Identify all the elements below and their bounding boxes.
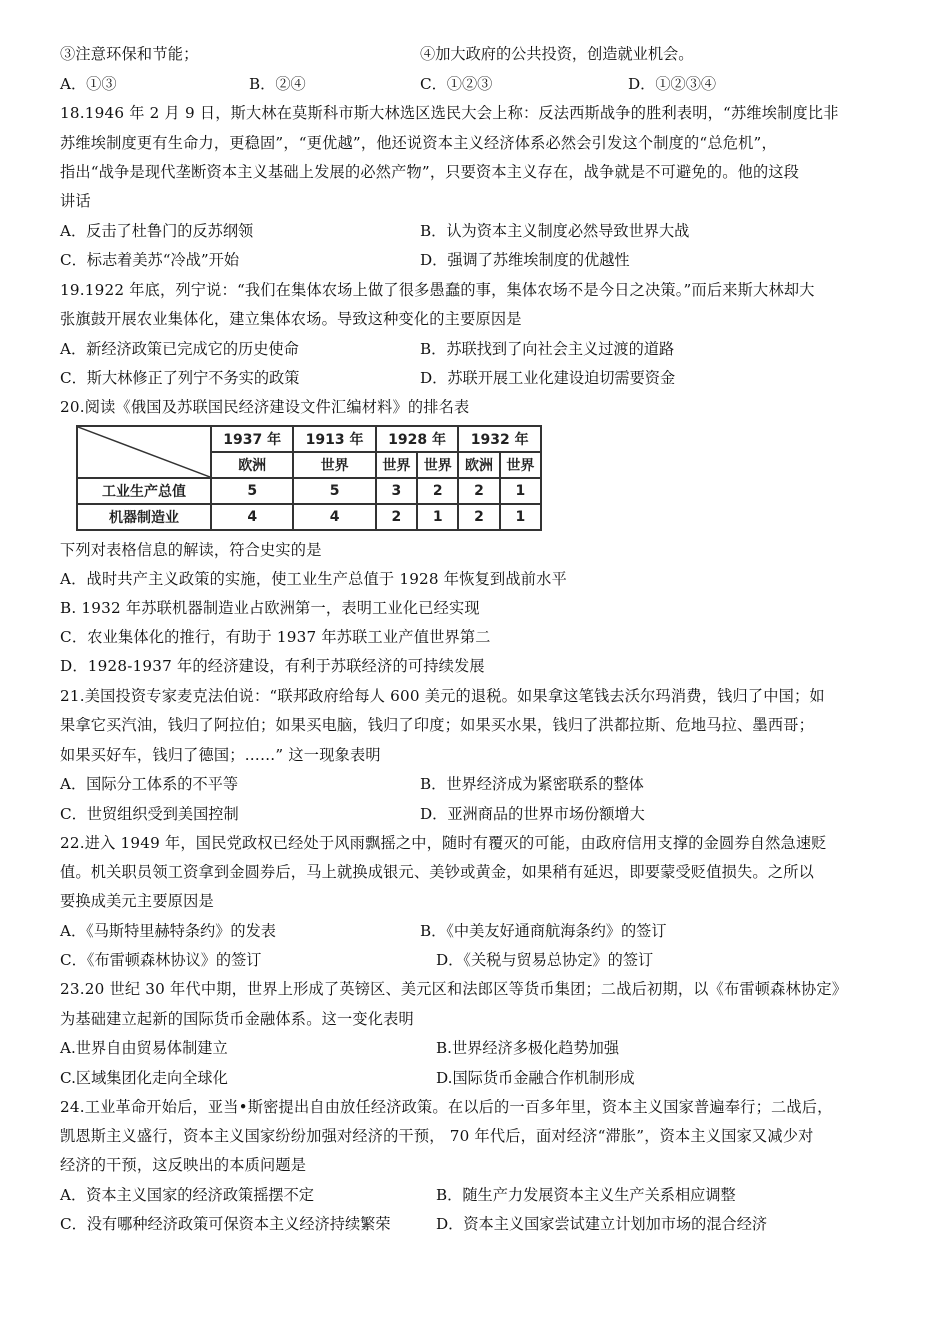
scope-header: 欧洲 [458,452,499,478]
q23-option-d: D.国际货币金融合作机制形成 [436,1069,635,1087]
q21-line: 21.美国投资专家麦克法伯说：“联邦政府给每人 600 美元的退税。如果拿这笔钱去沃尔玛消费，钱归了中国；如 [60,687,825,705]
q22-option-b: B．《中美友好通商航海条约》的签订 [420,922,667,940]
year-header: 1937 年 [211,426,293,452]
q19-option-a: A．新经济政策已完成它的历史使命 [60,340,299,358]
q23-option-b: B.世界经济多极化趋势加强 [436,1039,620,1057]
table-cell: 5 [211,478,293,504]
table-cell: 2 [458,478,499,504]
q18-option-a: A．反击了杜鲁门的反苏纲领 [60,222,254,240]
q19-option-c: C．斯大林修正了列宁不务实的政策 [60,369,300,387]
row-label: 机器制造业 [77,504,211,530]
q17-item3: ③注意环保和节能； [60,45,199,63]
table-corner-cell [77,426,211,478]
q24-line: 24.工业革命开始后，亚当•斯密提出自由放任经济政策。在以后的一百多年里，资本主义国家普遍奉行；二战后， [60,1098,833,1116]
table-cell: 2 [376,504,417,530]
q17-item4: ④加大政府的公共投资，创造就业机会。 [420,45,694,63]
q23-line: 23.20 世纪 30 年代中期，世界上形成了英镑区、美元区和法郎区等货币集团；二战后初期，以《布雷顿森林协定》 [60,980,848,998]
year-header: 1928 年 [376,426,459,452]
q20-option-d: D．1928-1937 年的经济建设，有利于苏联经济的可持续发展 [60,657,485,675]
row-label: 工业生产总值 [77,478,211,504]
q22-option-d: D．《关税与贸易总协定》的签订 [436,951,654,969]
q18-option-c: C．标志着美苏“冷战”开始 [60,251,240,269]
table-cell: 2 [458,504,499,530]
q20-option-a: A．战时共产主义政策的实施，使工业生产总值于 1928 年恢复到战前水平 [60,570,567,588]
q17-option-a: A．①③ [60,75,117,93]
q24-option-d: D．资本主义国家尝试建立计划加市场的混合经济 [436,1215,768,1233]
q21-option-d: D．亚洲商品的世界市场份额增大 [420,805,645,823]
q21-option-c: C．世贸组织受到美国控制 [60,805,239,823]
table-cell: 1 [417,504,458,530]
q20-option-b: B. 1932 年苏联机器制造业占欧洲第一，表明工业化已经实现 [60,599,480,617]
q22-option-a: A．《马斯特里赫特条约》的发表 [60,922,276,940]
q19-option-d: D．苏联开展工业化建设迫切需要资金 [420,369,676,387]
table-row [77,504,541,530]
table-cell: 5 [293,478,375,504]
diagonal-line-icon [78,427,210,477]
q17-option-c: C．①②③ [420,75,493,93]
q24-option-a: A．资本主义国家的经济政策摇摆不定 [60,1186,314,1204]
q20-question: 下列对表格信息的解读，符合史实的是 [60,541,322,559]
q24-option-b: B．随生产力发展资本主义生产关系相应调整 [436,1186,736,1204]
q24-line: 经济的干预，这反映出的本质问题是 [60,1156,307,1174]
q22-option-c: C．《布雷顿森林协议》的签订 [60,951,262,969]
q24-line: 凯恩斯主义盛行，资本主义国家纷纷加强对经济的干预， 70 年代后，面对经济“滞胀”，资本主义国家又减少对 [60,1127,814,1145]
scope-header: 欧洲 [211,452,293,478]
table-cell: 3 [376,478,417,504]
scope-header: 世界 [376,452,417,478]
scope-header: 世界 [293,452,375,478]
q23-option-a: A.世界自由贸易体制建立 [60,1039,228,1057]
table-cell: 4 [293,504,375,530]
q18-line: 讲话 [60,192,91,210]
q18-line: 苏维埃制度更有生命力，更稳固”，“更优越”，他还说资本主义经济体系必然会引发这个制度的“总危机”， [60,134,777,152]
q22-line: 要换成美元主要原因是 [60,892,214,910]
ranking-table [76,425,542,531]
q19-option-b: B．苏联找到了向社会主义过渡的道路 [420,340,675,358]
q22-line: 值。机关职员领工资拿到金圆券后，马上就换成银元、美钞或黄金，如果稍有延迟，即要蒙受贬值损失。之所以 [60,863,814,881]
q18-line: 18.1946 年 2 月 9 日，斯大林在莫斯科市斯大林选区选民大会上称：反法西斯战争的胜利表明，“苏维埃制度比非 [60,104,839,122]
year-header: 1932 年 [458,426,541,452]
q19-line: 张旗鼓开展农业集体化，建立集体农场。导致这种变化的主要原因是 [60,310,522,328]
q21-line: 果拿它买汽油，钱归了阿拉伯；如果买电脑，钱归了印度；如果买水果，钱归了洪都拉斯、危地马拉、墨西哥； [60,716,814,734]
table-cell: 1 [500,504,541,530]
q18-option-d: D．强调了苏维埃制度的优越性 [420,251,630,269]
table-cell: 1 [500,478,541,504]
q17-option-d: D．①②③④ [628,75,717,93]
table-row [77,478,541,504]
table-cell: 4 [211,504,293,530]
q21-line: 如果买好车，钱归了德国；……” 这一现象表明 [60,746,381,764]
q22-line: 22.进入 1949 年，国民党政权已经处于风雨飘摇之中，随时有覆灭的可能，由政府信用支撑的金圆券自然急速贬 [60,834,827,852]
q20-option-c: C．农业集体化的推行，有助于 1937 年苏联工业产值世界第二 [60,628,491,646]
q21-option-a: A．国际分工体系的不平等 [60,775,239,793]
q17-option-b: B．②④ [249,75,306,93]
q21-option-b: B．世界经济成为紧密联系的整体 [420,775,644,793]
q18-option-b: B．认为资本主义制度必然导致世界大战 [420,222,690,240]
q18-line: 指出“战争是现代垄断资本主义基础上发展的必然产物”，只要资本主义存在，战争就是不可避免的。他的这段 [60,163,800,181]
scope-header: 世界 [417,452,458,478]
q19-line: 19.1922 年底，列宁说：“我们在集体农场上做了很多愚蠢的事，集体农场不是今日之决策。”而后来斯大林却大 [60,281,815,299]
scope-header: 世界 [500,452,541,478]
q24-option-c: C．没有哪种经济政策可保资本主义经济持续繁荣 [60,1215,391,1233]
table-cell: 2 [417,478,458,504]
q20-intro: 20.阅读《俄国及苏联国民经济建设文件汇编材料》的排名表 [60,398,470,416]
q23-option-c: C.区域集团化走向全球化 [60,1069,228,1087]
q23-line: 为基础建立起新的国际货币金融体系。这一变化表明 [60,1010,414,1028]
year-header: 1913 年 [293,426,375,452]
